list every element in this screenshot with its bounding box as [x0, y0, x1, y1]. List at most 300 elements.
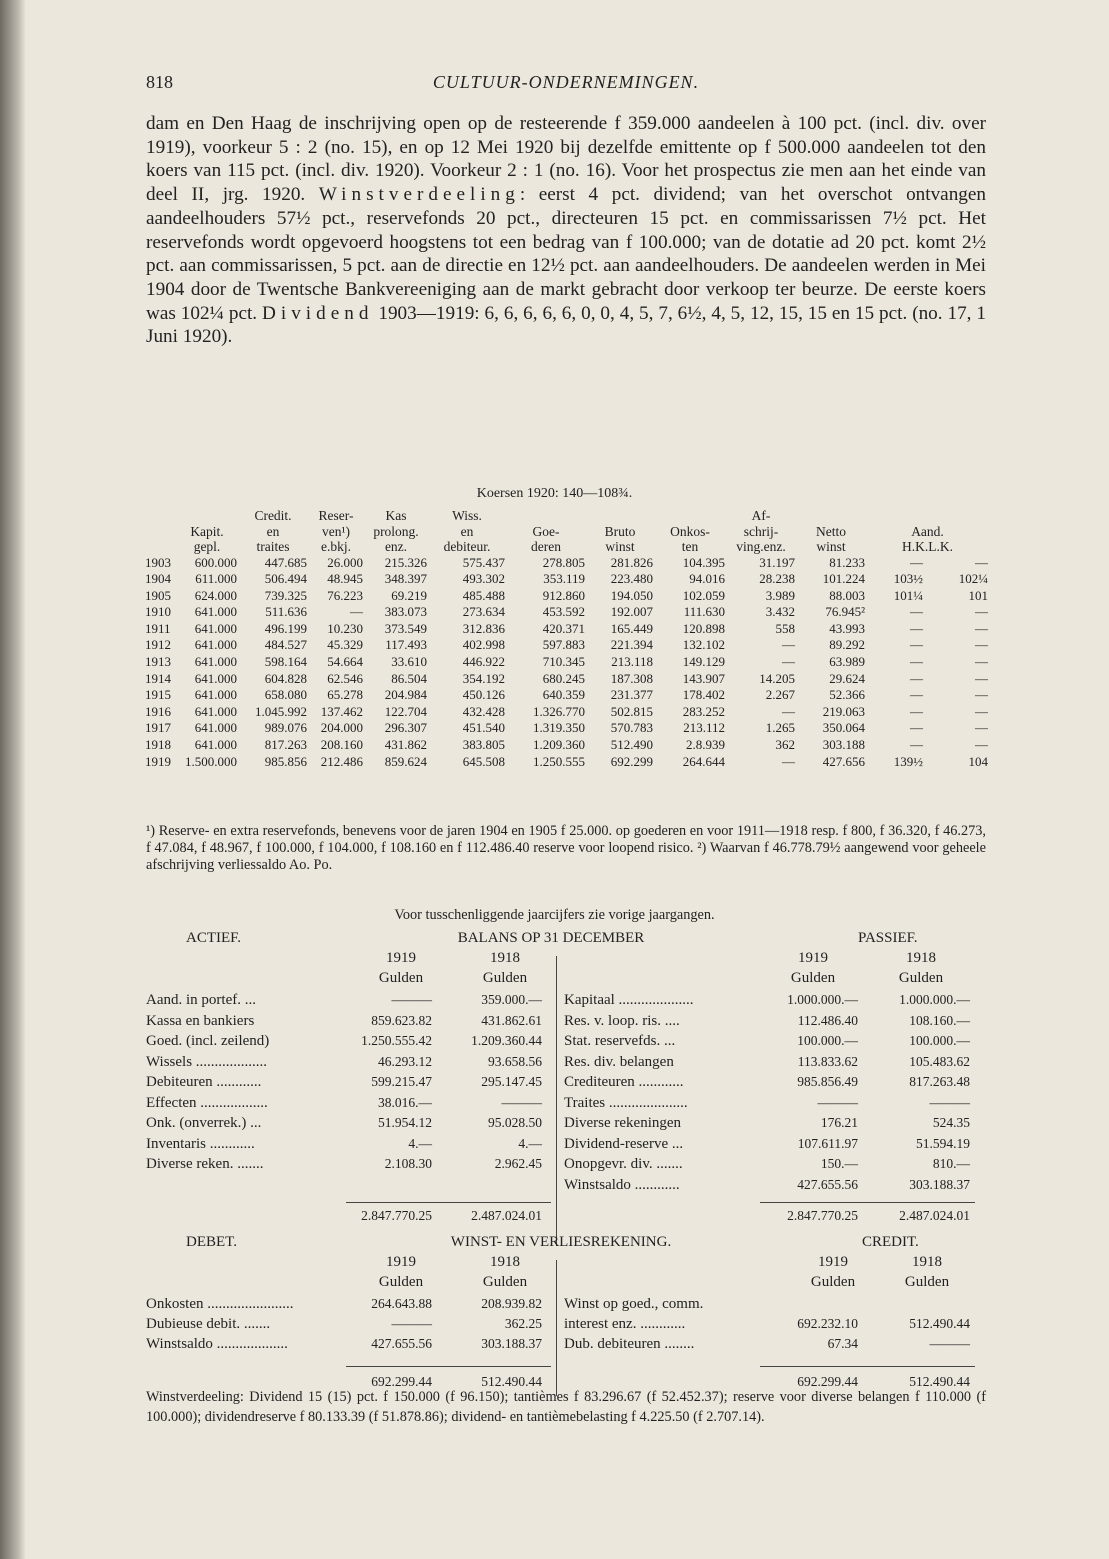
table-cell: — — [975, 604, 988, 620]
table-cell: 1.045.992 — [255, 703, 307, 719]
table-row — [144, 737, 989, 754]
table-cell: — — [975, 654, 988, 670]
table-cell: 570.783 — [610, 720, 653, 736]
table-cell: 149.129 — [682, 654, 725, 670]
row-year: 1917 — [145, 720, 171, 736]
ledger-label: Wissels ................... — [146, 1053, 268, 1070]
table-cell: 213.118 — [611, 654, 653, 670]
ledger-label: Goed. (incl. zeilend) — [146, 1033, 270, 1049]
column-header: Af- — [751, 508, 771, 523]
table-cell: 453.592 — [542, 604, 585, 620]
table-cell: 102¼ — [958, 571, 988, 587]
pl-right-unit-1: Gulden — [810, 1274, 856, 1290]
table-cell: 817.263 — [264, 737, 307, 753]
koersen-caption: Koersen 1920: 140—108¾. — [476, 486, 633, 501]
row-year: 1905 — [145, 587, 171, 603]
intro-text-1: dam en Den Haag de inschrijving open op de resteerende f 359.000 aandeelen à 100 pct. (incl. div. over 1919), voorkeur 5 : 2 (no. 15), en op 12 Mei 1920 bij dezelfde emittente op f 500.000 aandeelen tot den koers van 115 pct. (incl. div. 1920). Voorkeur 2 : 1 (no. 16). Voor het prospectus zie men aan het einde van deel II, jrg. 1920. — [146, 113, 986, 206]
ledger-value-1918 — [862, 1294, 970, 1314]
column-header — [796, 508, 866, 524]
table-cell: 63.989 — [829, 654, 865, 670]
table-cell: 512.490 — [610, 737, 653, 753]
column-header: Credit. — [254, 508, 292, 523]
balance-right-year-2: 1918 — [906, 950, 936, 966]
table-cell: 278.805 — [542, 554, 585, 570]
ledger-label: Winstsaldo ................... — [146, 1336, 288, 1352]
column-header: Reser- — [318, 508, 354, 523]
table-cell: — — [975, 620, 988, 636]
balance-actief-heading: ACTIEF. — [186, 930, 242, 946]
table-cell: 558 — [775, 620, 795, 636]
balance-left-unit-2: Gulden — [482, 970, 528, 986]
table-cell: 81.233 — [829, 554, 865, 570]
table-cell: — — [975, 737, 988, 753]
table-cell: — — [975, 720, 988, 736]
ledger-value-1918: ——— — [929, 1336, 970, 1351]
column-header: en — [266, 523, 280, 539]
row-year: 1910 — [145, 604, 171, 620]
table-cell: 485.488 — [462, 587, 505, 603]
column-header — [144, 508, 176, 524]
pl-left-total-1919: 692.299.44 — [371, 1374, 432, 1389]
table-cell: 101¼ — [893, 587, 923, 603]
pl-right-total-1918: 512.490.44 — [909, 1374, 970, 1389]
table-cell: 303.188 — [822, 737, 865, 753]
column-header: en — [460, 523, 474, 539]
table-cell: 353.119 — [543, 571, 585, 587]
table-cell: 859.624 — [384, 753, 427, 769]
table-cell: 296.307 — [384, 720, 427, 736]
ledger-value-1918: 359.000.— — [481, 992, 542, 1007]
table-cell: 989.076 — [264, 720, 307, 736]
table-header-row — [144, 539, 989, 555]
table-cell: 496.199 — [264, 620, 307, 636]
ledger-label: Winstsaldo ............ — [564, 1176, 680, 1193]
ledger-value-1919: 692.232.10 — [797, 1316, 858, 1331]
table-cell: 117.493 — [385, 637, 427, 653]
table-cell: 1.209.360 — [533, 737, 585, 753]
ledger-value-1919: 100.000.— — [797, 1033, 858, 1048]
column-header: winst — [605, 539, 635, 554]
ledger-label: Aand. in portef. ... — [146, 992, 256, 1008]
ledger-value-1918: 95.028.50 — [488, 1115, 542, 1130]
pl-title: WINST- EN VERLIESREKENING. — [450, 1234, 672, 1250]
table-cell: 132.102 — [682, 637, 725, 653]
table-cell: 281.826 — [610, 554, 653, 570]
table-cell: 575.437 — [462, 554, 505, 570]
column-header: schrij- — [743, 523, 779, 539]
ledger-value-1919 — [746, 1294, 858, 1314]
ledger-value-1918: 512.490.44 — [909, 1316, 970, 1331]
ledger-value-1919: 107.611.97 — [797, 1135, 858, 1151]
winstverdeeling-paragraph: Winstverdeeling: Dividend 15 (15) pct. f 150.000 (f 96.150); tantièmes f 83.296.67 (f 52.452.37); reserve voor diverse belangen f 110.000 (f 100.000); dividendreserve f 80.133.39 (f 51.878.86); dividend- en tantièmebelasting f 4.225.50 (f 2.707.14). — [146, 1389, 986, 1425]
ledger-label: Dub. debiteuren ........ — [564, 1336, 695, 1352]
balance-sheet — [146, 930, 986, 1230]
balance-right-year-1: 1919 — [798, 950, 828, 966]
table-cell: 645.508 — [462, 753, 505, 769]
table-cell: 223.480 — [610, 571, 653, 587]
table-cell: — — [910, 687, 923, 703]
ledger-label: Winst op goed., comm. — [564, 1296, 704, 1312]
table-cell: — — [782, 753, 795, 769]
pl-left-year-2: 1918 — [490, 1254, 520, 1270]
balance-right-unit-2: Gulden — [898, 970, 944, 986]
column-header: Bruto — [604, 523, 636, 539]
table-cell: 76.223 — [327, 587, 363, 603]
column-header: H.K.L.K. — [902, 539, 953, 554]
table-row — [144, 637, 989, 654]
table-cell: — — [975, 703, 988, 719]
table-cell: 350.064 — [822, 720, 865, 736]
table-cell: — — [782, 654, 795, 670]
ledger-value-1919: 859.623.82 — [371, 1012, 432, 1028]
table-cell: 3.432 — [765, 604, 795, 620]
table-cell: 641.000 — [194, 737, 237, 753]
table-cell: 985.856 — [264, 753, 307, 769]
table-cell: 641.000 — [194, 687, 237, 703]
ledger-value-1919: 46.293.12 — [378, 1053, 432, 1069]
dividend-label: Dividend — [262, 302, 374, 324]
table-cell: 1.326.770 — [533, 703, 585, 719]
table-cell: — — [782, 637, 795, 653]
table-cell: 373.549 — [384, 620, 427, 636]
table-cell: 102.059 — [682, 587, 725, 603]
ledger-label: Traites ..................... — [564, 1094, 688, 1111]
footnote-other-years: Voor tusschenliggende jaarcijfers zie vorige jaargangen. — [394, 907, 715, 923]
pl-debet-heading: DEBET. — [186, 1234, 237, 1250]
table-cell: 69.219 — [391, 587, 427, 603]
row-year: 1914 — [145, 670, 171, 686]
table-cell: 692.299 — [610, 753, 653, 769]
pl-left-unit-2: Gulden — [482, 1274, 528, 1290]
table-cell: 143.907 — [682, 670, 725, 686]
table-cell: 1.250.555 — [533, 753, 585, 769]
ledger-label: Diverse rekeningen — [564, 1115, 682, 1131]
table-cell: 362 — [775, 737, 795, 753]
ledger-value-1918: 208.939.82 — [481, 1296, 542, 1311]
table-cell: 427.656 — [822, 753, 865, 769]
balance-left-unit-1: Gulden — [378, 970, 424, 986]
column-header: debiteur. — [443, 539, 491, 554]
ledger-value-1919: 4.— — [408, 1135, 432, 1151]
row-year: 1916 — [145, 703, 171, 719]
table-row — [144, 720, 989, 737]
table-cell: 122.704 — [384, 703, 427, 719]
table-cell: 402.998 — [462, 637, 505, 653]
table-row — [144, 555, 989, 572]
table-cell: 502.815 — [610, 703, 653, 719]
pl-right-unit-2: Gulden — [904, 1274, 950, 1290]
table-header-row — [144, 524, 989, 540]
ledger-label: Stat. reservefds. ... — [564, 1033, 676, 1049]
ledger-value-1918: 295.147.45 — [481, 1074, 542, 1089]
row-year: 1903 — [145, 554, 171, 570]
balance-divider — [556, 956, 557, 1246]
table-cell: 641.000 — [194, 654, 237, 670]
table-cell: 137.462 — [320, 703, 363, 719]
table-cell: 641.000 — [194, 670, 237, 686]
table-cell: — — [910, 703, 923, 719]
ledger-value-1918: 4.— — [518, 1135, 542, 1151]
table-cell: 739.325 — [264, 587, 307, 603]
table-cell: 2.8.939 — [686, 737, 725, 753]
table-cell: 120.898 — [682, 620, 725, 636]
column-header: ving.enz. — [736, 539, 786, 554]
table-cell: 94.016 — [689, 571, 725, 587]
table-cell: 432.428 — [462, 703, 505, 719]
ledger-value-1918: 303.188.37 — [481, 1336, 542, 1351]
page-header — [146, 72, 986, 98]
pl-left-total-rule — [346, 1366, 551, 1367]
table-cell: 165.449 — [610, 620, 653, 636]
column-header — [586, 508, 654, 524]
running-title: CULTUUR-ONDERNEMINGEN. — [432, 72, 700, 92]
column-header: gepl. — [193, 539, 221, 554]
pl-left-total-1918: 512.490.44 — [481, 1374, 542, 1389]
table-cell: 29.624 — [829, 670, 865, 686]
table-cell: 641.000 — [194, 604, 237, 620]
ledger-value-1919: 427.655.56 — [797, 1176, 858, 1192]
balance-title: BALANS OP 31 DECEMBER — [457, 930, 645, 946]
row-year: 1911 — [145, 620, 171, 636]
table-cell: 354.192 — [462, 670, 505, 686]
column-header — [176, 508, 238, 524]
table-cell: — — [910, 554, 923, 570]
table-cell: 212.486 — [320, 753, 363, 769]
balance-left-year-2: 1918 — [490, 950, 520, 966]
footnote-reserves: ¹) Reserve- en extra reservefonds, benevens voor de jaren 1904 en 1905 f 25.000. op goederen en voor 1911—1918 resp. f 800, f 36.320, f 46.273, f 47.084, f 48.967, f 100.000, f 104.000, f 108.160 en f 112.486.40 reserve voor loopend risico. ²) Waarvan f 46.778.79½ aangewend voor geheele afschrijving verliessaldo Ao. Po. — [146, 823, 986, 873]
table-cell: — — [782, 703, 795, 719]
table-cell: — — [350, 604, 363, 620]
ledger-value-1918: 2.962.45 — [494, 1156, 542, 1171]
table-cell: — — [910, 654, 923, 670]
winstverdeeling-label: Winstverdeeling — [318, 184, 520, 206]
table-cell: 139½ — [893, 753, 923, 769]
table-cell: 283.252 — [682, 703, 725, 719]
table-cell: 204.000 — [320, 720, 363, 736]
table-cell: 48.945 — [327, 571, 363, 587]
financial-history-table — [144, 508, 989, 770]
table-cell: 446.922 — [462, 654, 505, 670]
table-cell: — — [910, 604, 923, 620]
ledger-label: Onk. (onverrek.) ... — [146, 1115, 262, 1131]
pl-divider — [556, 1260, 557, 1396]
balance-right-unit-1: Gulden — [790, 970, 836, 986]
table-cell: — — [910, 720, 923, 736]
column-header: Kas — [385, 508, 407, 523]
table-cell: 451.540 — [462, 720, 505, 736]
intro-paragraph — [146, 112, 986, 349]
table-cell: 493.302 — [462, 571, 505, 587]
table-cell: 31.197 — [759, 554, 795, 570]
table-cell: 111.630 — [683, 604, 725, 620]
pl-left-year-1: 1919 — [386, 1254, 416, 1270]
table-cell: 641.000 — [194, 620, 237, 636]
column-header: Onkos- — [670, 523, 710, 539]
column-header: Netto — [816, 523, 846, 539]
page-gutter-shadow — [0, 0, 26, 1559]
ledger-value-1919: 599.215.47 — [371, 1074, 432, 1089]
table-cell: 194.050 — [610, 587, 653, 603]
ledger-value-1919: 112.486.40 — [797, 1012, 858, 1028]
page-number: 818 — [146, 72, 173, 92]
intro-text-2: : eerst 4 pct. dividend; van het overschot ontvangen aandeelhouders 57½ pct., reservefonds 20 pct., directeuren 15 pct. en commissarissen 7½ pct. Het reservefonds wordt opgevoerd hoogstens tot een bedrag van f 100.000; van de dotatie ad 20 pct. komt 2½ pct. aan commissarissen, 5 pct. aan de directie en 12½ pct. aan aandeelhouders. De aandeelen werden in Mei 1904 door de Twentsche Bankvereeniging aan de markt gebracht door verkoop ter beurze. De eerste koers was 102¼ pct. — [146, 184, 986, 324]
table-cell: 680.245 — [542, 670, 585, 686]
balance-left-total-1919: 2.847.770.25 — [361, 1208, 432, 1223]
table-cell: 273.634 — [462, 604, 505, 620]
table-cell: 43.993 — [829, 620, 865, 636]
column-header: e.bkj. — [321, 539, 351, 554]
table-cell: 103½ — [893, 571, 923, 587]
balance-passief-heading: PASSIEF. — [858, 930, 918, 946]
column-header: Wiss. — [452, 508, 482, 523]
table-cell: 89.292 — [829, 637, 865, 653]
table-header-row — [144, 508, 989, 524]
table-cell: — — [975, 670, 988, 686]
ledger-value-1919: 51.954.12 — [378, 1115, 432, 1130]
ledger-value-1919: 264.643.88 — [371, 1296, 432, 1311]
balance-right-total-1919: 2.847.770.25 — [787, 1208, 858, 1223]
column-header: traites — [256, 539, 290, 554]
table-cell: 511.636 — [265, 604, 307, 620]
column-header: enz. — [384, 539, 408, 554]
ledger-value-1918: 810.— — [932, 1156, 970, 1171]
ledger-label: interest enz. ............ — [564, 1316, 686, 1332]
ledger-value-1919: 67.34 — [827, 1336, 858, 1351]
ledger-value-1918: 431.862.61 — [481, 1012, 542, 1028]
table-cell: 213.112 — [683, 720, 725, 736]
table-cell: 215.326 — [384, 554, 427, 570]
table-cell: 383.073 — [384, 604, 427, 620]
ledger-value-1918: 1.209.360.44 — [471, 1033, 542, 1048]
table-cell: 88.003 — [829, 587, 865, 603]
pl-right-year-1: 1919 — [818, 1254, 848, 1270]
pl-credit-heading: CREDIT. — [862, 1234, 919, 1250]
table-row — [144, 588, 989, 605]
table-cell: 348.397 — [384, 571, 427, 587]
ledger-label: Onkosten ....................... — [146, 1296, 294, 1312]
ledger-label: Debiteuren ............ — [146, 1074, 262, 1090]
column-header — [144, 539, 176, 555]
table-cell: 624.000 — [194, 587, 237, 603]
table-cell: 187.308 — [610, 670, 653, 686]
ledger-value-1919: 150.— — [820, 1156, 858, 1171]
ledger-value-1919: ——— — [391, 992, 432, 1007]
ledger-value-1918: 93.658.56 — [488, 1053, 542, 1069]
table-cell: 33.610 — [391, 654, 427, 670]
ledger-value-1918: 105.483.62 — [909, 1053, 970, 1069]
ledger-value-1919: 113.833.62 — [797, 1053, 858, 1069]
ledger-value-1918: 108.160.— — [909, 1012, 970, 1028]
column-header: ven¹) — [321, 523, 351, 539]
intro-text-3: 1903—1919: 6, 6, 6, 6, 6, 0, 0, 4, 5, 7, 6½, 4, 5, 12, 15, 15 en 15 pct. (no. 17, 1 Juni 1920). — [146, 302, 986, 348]
ledger-value-1918: ——— — [929, 1094, 970, 1110]
column-header: deren — [531, 539, 561, 554]
ledger-value-1919: 2.108.30 — [384, 1156, 432, 1171]
table-row — [144, 754, 989, 771]
ledger-label: Onopgevr. div. ....... — [564, 1156, 683, 1172]
table-cell: 450.126 — [462, 687, 505, 703]
table-cell: 312.836 — [462, 620, 505, 636]
table-cell: 52.366 — [829, 687, 865, 703]
ledger-value-1918: 51.594.19 — [916, 1135, 970, 1151]
column-header — [144, 524, 176, 540]
ledger-label: Effecten .................. — [146, 1094, 268, 1111]
table-cell: 54.664 — [327, 654, 363, 670]
table-row — [144, 687, 989, 704]
table-row — [144, 704, 989, 721]
table-cell: 192.007 — [610, 604, 653, 620]
table-cell: — — [975, 687, 988, 703]
table-cell: — — [910, 737, 923, 753]
table-cell: 641.000 — [194, 703, 237, 719]
table-cell: 640.359 — [542, 687, 585, 703]
table-cell: 447.685 — [264, 554, 307, 570]
ledger-label: Kapitaal .................... — [564, 992, 694, 1008]
table-cell: 710.345 — [542, 654, 585, 670]
table-cell: 506.494 — [264, 571, 307, 587]
table-cell: — — [975, 554, 988, 570]
table-cell: — — [910, 637, 923, 653]
row-year: 1918 — [145, 737, 171, 753]
table-cell: 604.828 — [264, 670, 307, 686]
ledger-value-1918: ——— — [501, 1094, 542, 1110]
table-cell: — — [910, 670, 923, 686]
column-header: winst — [816, 539, 846, 554]
ledger-label: Res. v. loop. ris. .... — [564, 1012, 680, 1029]
table-cell: 912.860 — [542, 587, 585, 603]
table-cell: 264.644 — [682, 753, 725, 769]
table-row — [144, 571, 989, 588]
ledger-value-1919: ——— — [817, 1094, 858, 1110]
row-year: 1913 — [145, 654, 171, 670]
table-cell: 208.160 — [320, 737, 363, 753]
table-cell: 65.278 — [327, 687, 363, 703]
pl-right-year-2: 1918 — [912, 1254, 942, 1270]
table-cell: 45.329 — [327, 637, 363, 653]
ledger-value-1918: 362.25 — [504, 1316, 542, 1331]
column-header: Goe- — [532, 523, 560, 539]
table-cell: 10.230 — [327, 620, 363, 636]
ledger-value-1919: 1.000.000.— — [787, 992, 858, 1007]
column-header — [654, 508, 726, 524]
table-cell: 641.000 — [194, 637, 237, 653]
ledger-label: Diverse reken. ....... — [146, 1156, 264, 1172]
table-cell: 597.883 — [542, 637, 585, 653]
table-cell: 611.000 — [195, 571, 237, 587]
table-cell: — — [910, 620, 923, 636]
table-cell: 1.500.000 — [185, 753, 237, 769]
profit-loss-account — [146, 1234, 986, 1394]
ledger-label: Inventaris ............ — [146, 1135, 255, 1152]
table-row — [144, 671, 989, 688]
table-cell: 431.862 — [384, 737, 427, 753]
row-year: 1904 — [145, 571, 171, 587]
table-cell: 28.238 — [759, 571, 795, 587]
column-header: Aand. — [911, 523, 944, 539]
ledger-value-1918: 303.188.37 — [909, 1176, 970, 1192]
table-cell: 1.319.350 — [533, 720, 585, 736]
table-cell: 2.267 — [765, 687, 795, 703]
column-header — [866, 508, 989, 524]
table-cell: 76.945² — [825, 604, 865, 620]
column-header: prolong. — [373, 523, 419, 539]
table-cell: 658.080 — [264, 687, 307, 703]
table-cell: 221.394 — [610, 637, 653, 653]
table-cell: 86.504 — [391, 670, 427, 686]
table-cell: 62.546 — [327, 670, 363, 686]
row-year: 1912 — [145, 637, 171, 653]
ledger-label: Res. div. belangen — [564, 1053, 674, 1070]
